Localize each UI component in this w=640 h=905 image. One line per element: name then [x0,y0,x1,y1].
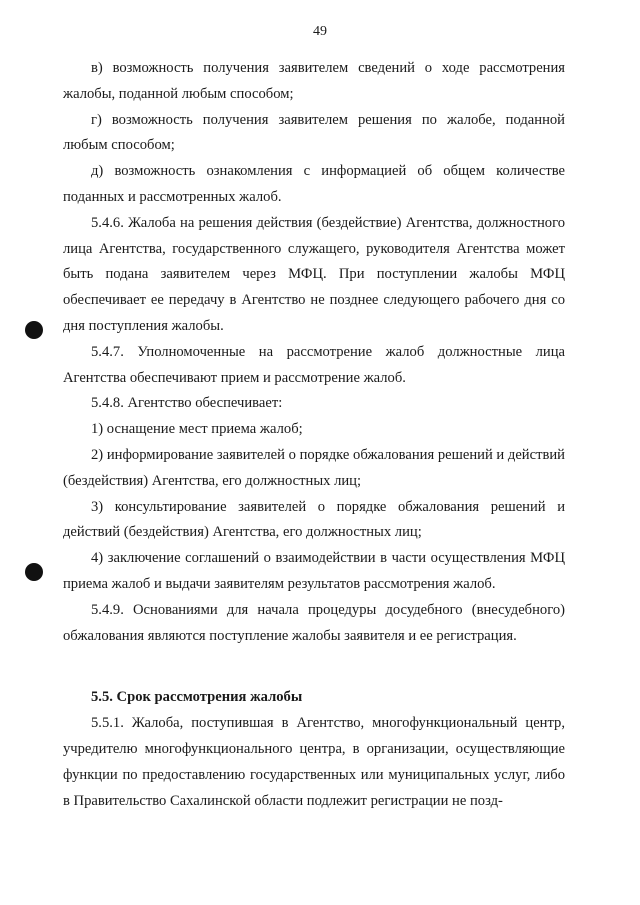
paragraph-item-v: в) возможность получения заявителем сведений о ходе рассмотрения жалобы, поданной любым способом; [63,60,565,102]
document-body [63,56,565,814]
binder-hole-bottom [25,563,43,581]
list-item-4: 4) заключение соглашений о взаимодействии в части осуществления МФЦ приема жалоб и выдачи заявителям результатов рассмотрения жалоб. [63,550,565,592]
section-heading: 5.5. Срок рассмотрения жалобы [91,689,303,706]
paragraph-5-5-1: 5.5.1. Жалоба, поступившая в Агентство, многофункциональный центр, учредителю многофункционального центра, в организации, осуществляющие функции по предоставлению государственных или муниципальных услуг, либо в Правительство Сахалинской области подлежит регистрации не позд- [63,715,565,809]
paragraph-5-4-7: 5.4.7. Уполномоченные на рассмотрение жалоб должностные лица Агентства обеспечивают прием и рассмотрение жалоб. [63,343,565,386]
list-item-3: 3) консультирование заявителей о порядке обжалования решений и действий (бездействия) Агентства, его должностных лиц; [63,498,565,541]
paragraph-item-d: д) возможность ознакомления с информацией об общем количестве поданных и рассмотренных жалоб. [63,163,565,205]
paragraph-5-4-9: 5.4.9. Основаниями для начала процедуры досудебного (внесудебного) обжалования являются поступление жалобы заявителя и ее регистрация. [63,601,565,644]
list-item-2: 2) информирование заявителей о порядке обжалования решений и действий (бездействия) Агентства, его должностных лиц; [63,446,565,489]
paragraph-item-g: г) возможность получения заявителем решения по жалобе, поданной любым способом; [63,111,565,154]
binder-hole-top [25,321,43,339]
paragraph-5-4-6: 5.4.6. Жалоба на решения действия (бездействие) Агентства, должностного лица Агентства, государственного служащего, руководителя Агентства может быть подана заявителем через МФЦ. При поступлении жалобы МФЦ обеспечивает ее передачу в Агентство не позднее следующего рабочего дня со дня поступления жалобы. [63,214,565,334]
page-number: 49 [313,24,327,39]
paragraph-5-4-8: 5.4.8. Агентство обеспечивает: [91,395,283,412]
list-item-1: 1) оснащение мест приема жалоб; [91,421,303,438]
